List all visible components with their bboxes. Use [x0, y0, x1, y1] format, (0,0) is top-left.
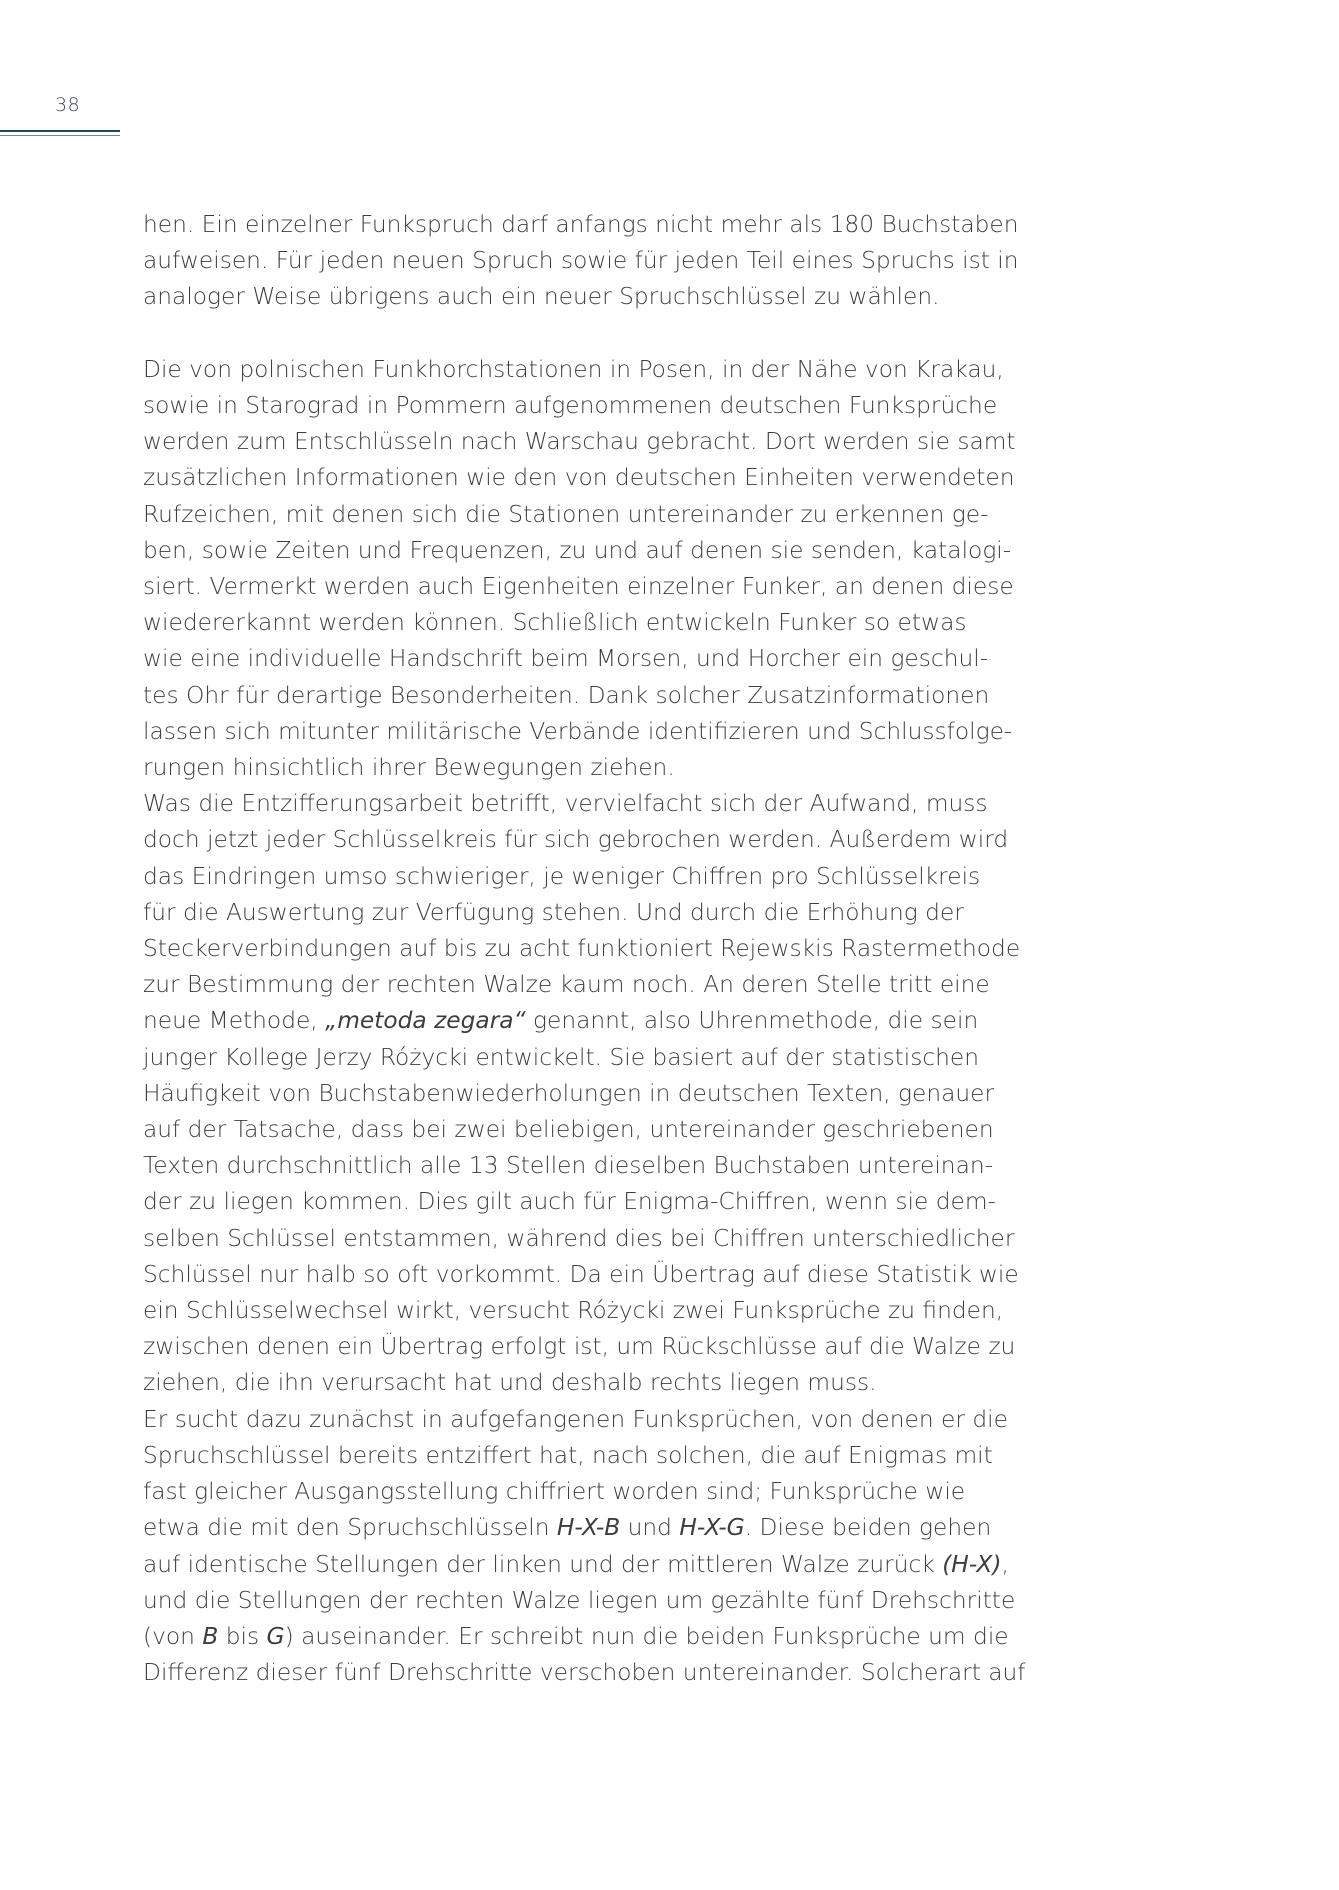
text-run: genannt, also Uhrenmethode, die sein [525, 1007, 979, 1035]
header-rule [0, 130, 120, 132]
text-run: neue Methode, [143, 1007, 326, 1035]
paragraph [143, 352, 1043, 786]
text-line [143, 1365, 1043, 1401]
text-run: das Eindringen umso schwieriger, je weniger Chiffren pro Schlüsselkreis [143, 862, 981, 890]
text-line [143, 533, 1043, 569]
text-line [143, 786, 1043, 822]
text-line [143, 352, 1043, 388]
text-line [143, 1655, 1043, 1691]
text-run: Was die Entzifferungsarbeit betrifft, vervielfacht sich der Aufwand, muss [143, 790, 988, 818]
text-line [143, 279, 1043, 315]
text-line [143, 967, 1043, 1003]
text-run: sowie in Starograd in Pommern aufgenommenen deutschen Funksprüche [143, 392, 998, 419]
paragraph [143, 786, 1043, 1401]
text-line [143, 1148, 1043, 1184]
text-run: zwischen denen ein Übertrag erfolgt ist, um Rückschlüsse auf die Walze zu [143, 1333, 1016, 1361]
paragraph [143, 207, 1043, 316]
text-run: tes Ohr für derartige Besonderheiten. Dank solcher Zusatzinformationen [143, 681, 990, 709]
page-number: 38 [55, 94, 81, 116]
text-run: ben, sowie Zeiten und Frequenzen, zu und auf denen sie senden, katalogi- [143, 536, 1012, 564]
text-line [143, 1474, 1043, 1510]
text-line [143, 895, 1043, 931]
text-line [143, 1003, 1043, 1039]
text-run: Schlüssel nur halb so oft vorkommt. Da ein Übertrag auf diese Statistik wie [143, 1260, 1019, 1288]
text-line [143, 243, 1043, 279]
text-line [143, 424, 1043, 460]
text-run: rungen hinsichtlich ihrer Bewegungen ziehen. [143, 754, 675, 782]
text-run: und [620, 1514, 680, 1542]
text-run: und die Stellungen der rechten Walze liegen um gezählte fünf Drehschritte [143, 1586, 1016, 1614]
text-run: etwa die mit den Spruchschlüsseln [143, 1514, 557, 1542]
text-run: ) auseinander. Er schreibt nun die beiden Funksprüche um die [284, 1622, 1009, 1650]
text-run: Differenz dieser fünf Drehschritte verschoben untereinander. Solcherart auf [143, 1659, 1026, 1687]
text-line [143, 1583, 1043, 1619]
text-line [143, 859, 1043, 895]
text-line [143, 1438, 1043, 1474]
text-run: der zu liegen kommen. Dies gilt auch für Enigma-Chiffren, wenn sie dem- [143, 1188, 996, 1216]
paragraph [143, 1402, 1043, 1692]
text-run: Spruchschlüssel bereits entziffert hat, nach solchen, die auf Enigmas mit [143, 1441, 993, 1469]
text-run: lassen sich mitunter militärische Verbände identifizieren und Schlussfolge- [143, 717, 1013, 745]
text-run: doch jetzt jeder Schlüsselkreis für sich gebrochen werden. Außerdem wird [143, 826, 1009, 854]
text-line [143, 1076, 1043, 1112]
text-line [143, 714, 1043, 750]
text-line [143, 605, 1043, 641]
text-line [143, 931, 1043, 967]
text-line [143, 497, 1043, 533]
text-line [143, 388, 1043, 424]
italic-text: (H-X) [942, 1550, 1002, 1578]
text-run: werden zum Entschlüsseln nach Warschau gebracht. Dort werden sie samt [143, 428, 1016, 456]
text-run: aufweisen. Für jeden neuen Spruch sowie für jeden Teil eines Spruchs ist in [143, 247, 1019, 275]
body-text [143, 207, 1043, 1691]
text-line [143, 1547, 1043, 1583]
text-run: Rufzeichen, mit denen sich die Stationen untereinander zu erkennen ge- [143, 500, 989, 528]
text-line [143, 207, 1043, 243]
text-line [143, 750, 1043, 786]
text-line [143, 641, 1043, 677]
text-run: ein Schlüsselwechsel wirkt, versucht Różycki zwei Funksprüche zu finden, [143, 1297, 1004, 1325]
italic-text: „metoda zegara“ [325, 1007, 526, 1035]
text-run: für die Auswertung zur Verfügung stehen. Und durch die Erhöhung der [143, 898, 964, 926]
text-run: . Diese beiden gehen [744, 1514, 992, 1542]
text-line [143, 678, 1043, 714]
text-line [143, 1257, 1043, 1293]
text-run: wie eine individuelle Handschrift beim Morsen, und Horcher ein geschul- [143, 645, 989, 673]
text-line [143, 1221, 1043, 1257]
text-run: auf der Tatsache, dass bei zwei beliebigen, untereinander geschriebenen [143, 1116, 994, 1144]
text-line [143, 822, 1043, 858]
text-run: siert. Vermerkt werden auch Eigenheiten einzelner Funker, an denen diese [143, 573, 1014, 601]
text-line [143, 1112, 1043, 1148]
italic-text: G [266, 1622, 285, 1650]
text-run: junger Kollege Jerzy Różycki entwickelt. Sie basiert auf der statistischen [143, 1043, 980, 1071]
text-run: fast gleicher Ausgangsstellung chiffriert worden sind; Funksprüche wie [143, 1478, 966, 1506]
header-rule-thin [0, 135, 120, 136]
text-run: bis [218, 1622, 267, 1650]
text-run: Steckerverbindungen auf bis zu acht funktioniert Rejewskis Rastermethode [143, 935, 1021, 963]
text-line [143, 1619, 1043, 1655]
text-run: , [1001, 1550, 1009, 1578]
italic-text: B [202, 1622, 219, 1650]
italic-text: H-X-G [679, 1514, 745, 1542]
text-line [143, 569, 1043, 605]
text-line [143, 1329, 1043, 1365]
text-run: auf identische Stellungen der linken und der mittleren Walze zurück [143, 1550, 943, 1578]
italic-text: H-X-B [556, 1514, 621, 1542]
text-run: ziehen, die ihn verursacht hat und deshalb rechts liegen muss. [143, 1369, 877, 1397]
text-run: Häufigkeit von Buchstabenwiederholungen in deutschen Texten, genauer [143, 1079, 995, 1107]
text-run: zusätzlichen Informationen wie den von deutschen Einheiten verwendeten [143, 464, 1015, 492]
text-run: selben Schlüssel entstammen, während dies bei Chiffren unterschiedlicher [143, 1224, 1015, 1252]
text-run: hen. Ein einzelner Funkspruch darf anfangs nicht mehr als 180 Buchstaben [143, 211, 1019, 238]
text-run: (von [143, 1622, 203, 1650]
text-run: Er sucht dazu zunächst in aufgefangenen Funksprüchen, von denen er die [143, 1405, 1008, 1433]
text-line [143, 1040, 1043, 1076]
text-line [143, 1293, 1043, 1329]
text-run: Texten durchschnittlich alle 13 Stellen dieselben Buchstaben untereinan- [143, 1152, 994, 1180]
text-run: wiedererkannt werden können. Schließlich entwickeln Funker so etwas [143, 609, 967, 637]
text-run: analoger Weise übrigens auch ein neuer Spruchschlüssel zu wählen. [143, 283, 940, 311]
text-line [143, 1402, 1043, 1438]
text-line [143, 1184, 1043, 1220]
text-run: Die von polnischen Funkhorchstationen in Posen, in der Nähe von Krakau, [143, 355, 1004, 383]
text-run: zur Bestimmung der rechten Walze kaum noch. An deren Stelle tritt eine [143, 971, 990, 999]
text-line [143, 1510, 1043, 1546]
text-line [143, 460, 1043, 496]
